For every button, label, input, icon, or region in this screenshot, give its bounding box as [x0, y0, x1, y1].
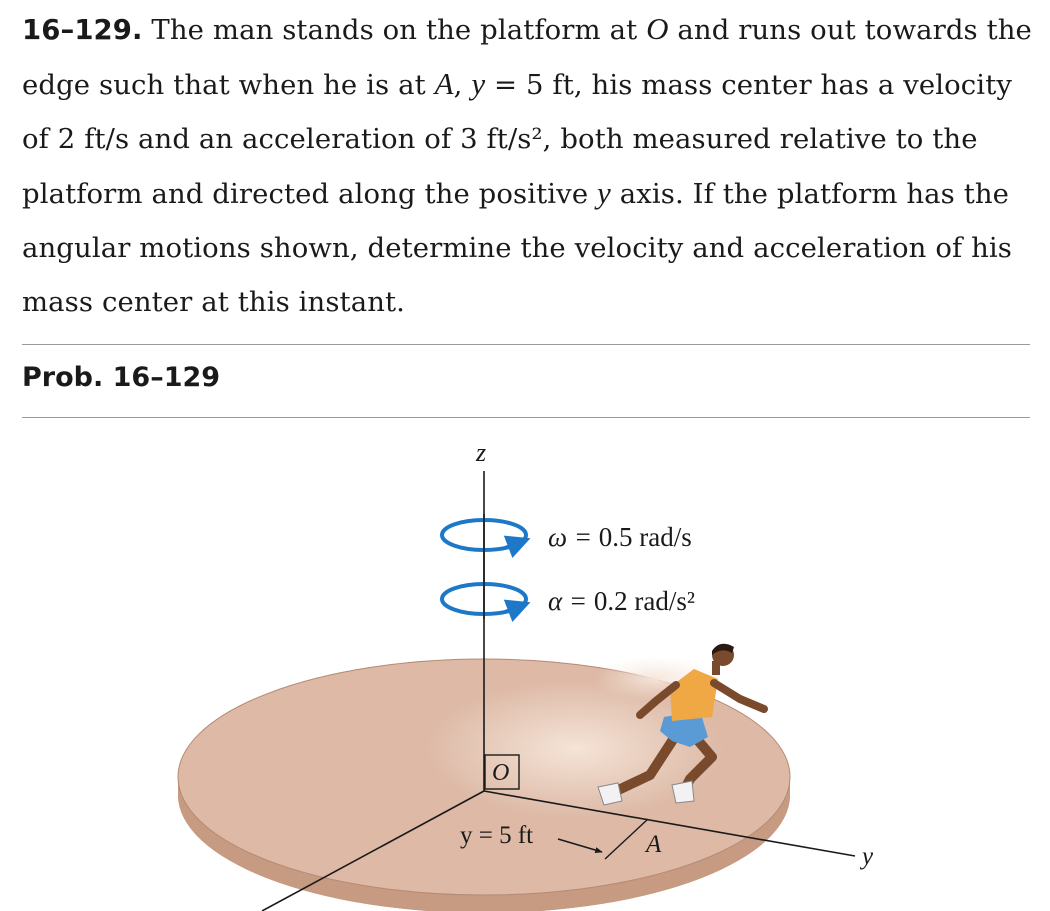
distance-label: y = 5 ft — [460, 822, 534, 849]
rule-top — [22, 344, 1030, 345]
problem-line-6: mass center at this instant. — [22, 286, 406, 318]
problem-number: 16–129. — [22, 14, 143, 46]
problem-line-2: edge such that when he is at A, y = 5 ft, his mass center has a velocity — [22, 66, 1012, 101]
problem-statement — [22, 2, 1032, 329]
point-a-label: A — [646, 831, 662, 858]
rule-bottom — [22, 417, 1030, 418]
figure-caption: Prob. 16–129 — [22, 362, 221, 393]
problem-line-3: of 2 ft/s and an acceleration of 3 ft/s², both measured relative to the — [22, 123, 978, 155]
problem-line-4: platform and directed along the positive y axis. If the platform has the — [22, 175, 1010, 210]
problem-line-5: angular motions shown, determine the velocity and acceleration of his — [22, 232, 1013, 264]
alpha-label: α = 0.2 rad/s² — [548, 586, 695, 616]
y-axis-label: y — [862, 843, 874, 870]
omega-label: ω = 0.5 rad/s — [548, 522, 692, 552]
origin-label: O — [492, 760, 510, 786]
z-axis-label: z — [476, 438, 487, 467]
problem-line-1: 16–129. The man stands on the platform at O and runs out towards the — [22, 11, 1032, 46]
figure-diagram — [0, 419, 1050, 911]
